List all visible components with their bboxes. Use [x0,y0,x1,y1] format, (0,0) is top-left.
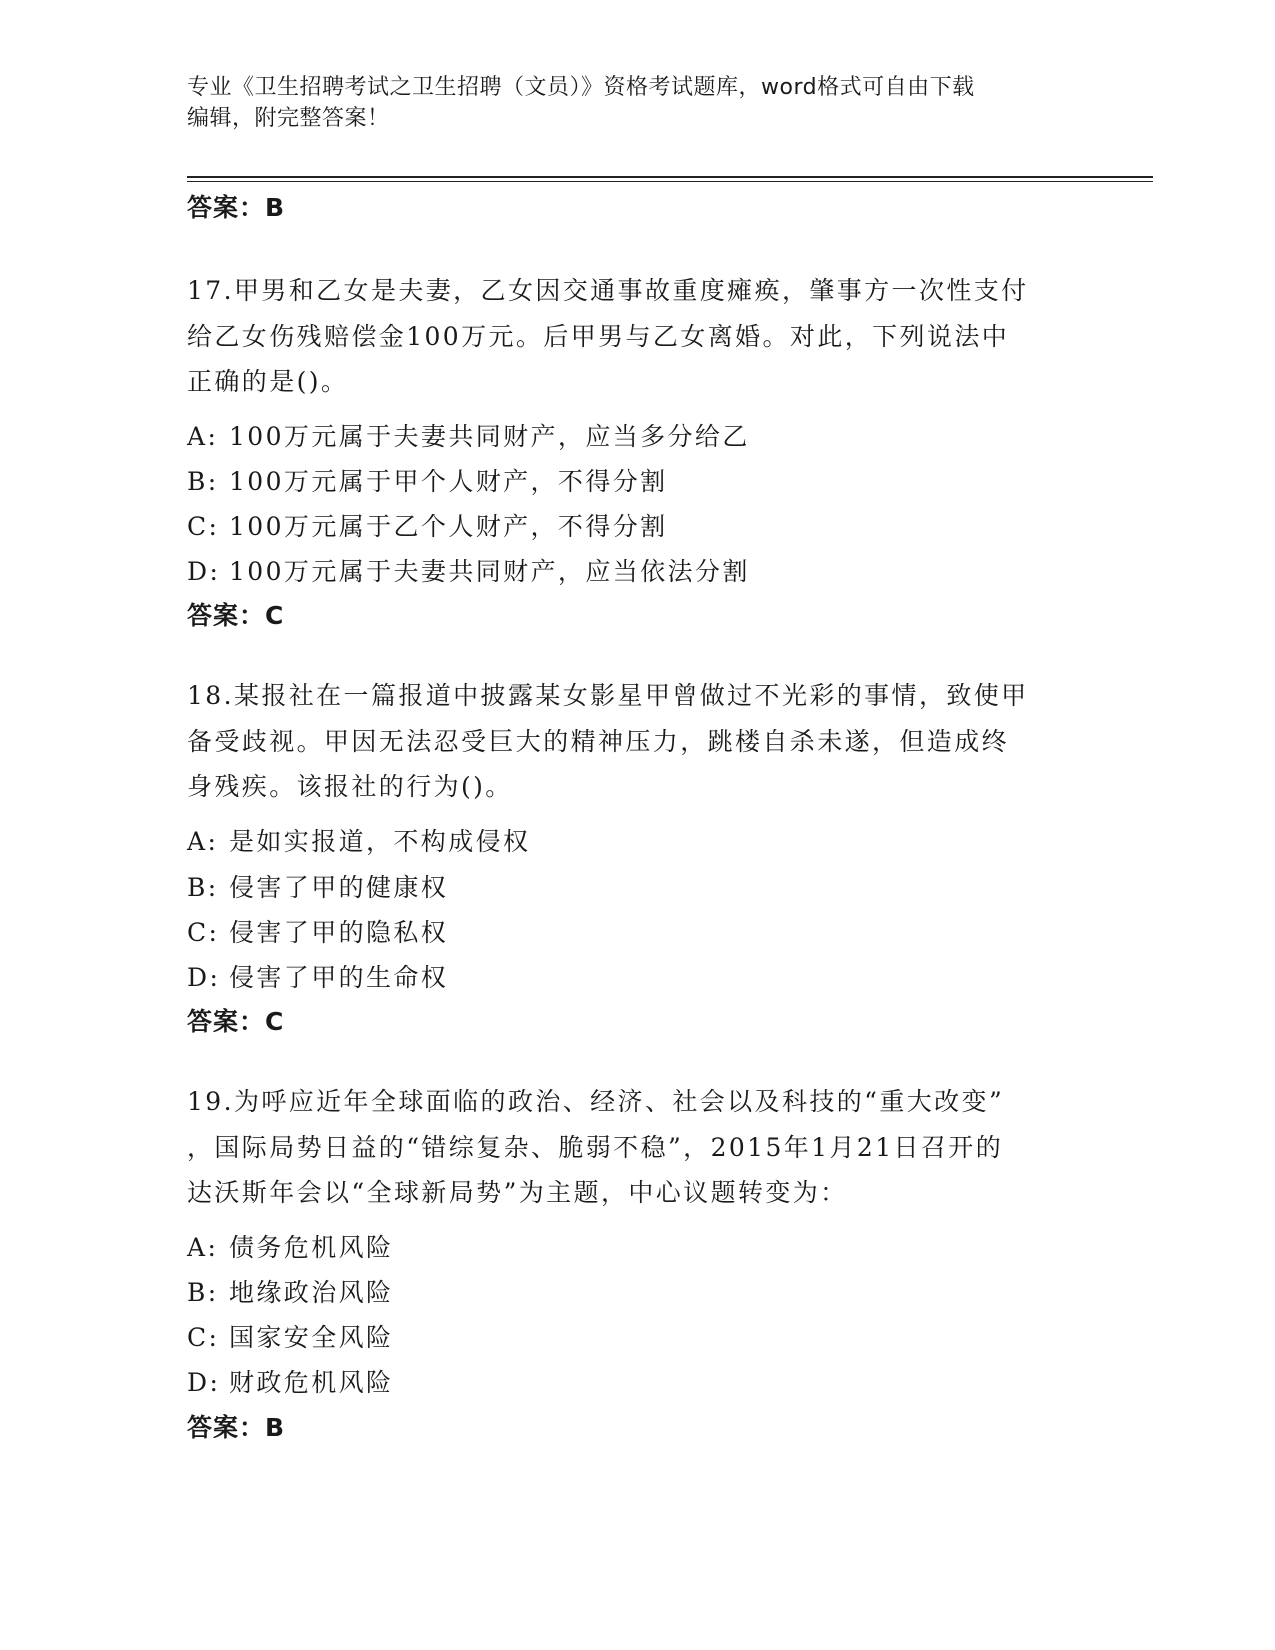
question-19-text [187,1079,1087,1216]
header-rule-thick [187,176,1153,178]
question-17-option-a: A: 100万元属于夫妻共同财产，应当多分给乙 [187,422,750,451]
question-19-line-3: 达沃斯年会以“全球新局势”为主题，中心议题转变为： [187,1178,848,1207]
question-17-line-1: 17.甲男和乙女是夫妻，乙女因交通事故重度瘫痪，肇事方一次性支付 [187,276,1029,305]
question-19-line-2: ，国际局势日益的“错综复杂、脆弱不稳”，2015年1月21日召开的 [187,1132,1004,1162]
question-18-option-c: C: 侵害了甲的隐私权 [187,918,449,947]
question-18-text [187,673,1087,810]
question-19-line-1: 19.为呼应近年全球面临的政治、经济、社会以及科技的“重大改变” [187,1087,1005,1116]
question-18-line-1: 18.某报社在一篇报道中披露某女影星甲曾做过不光彩的事情，致使甲 [187,681,1029,710]
question-18-answer: 答案：C [187,1007,285,1036]
question-18-option-d: D: 侵害了甲的生命权 [187,963,449,992]
question-18-line-3: 身残疾。该报社的行为()。 [187,772,513,801]
question-18-option-a: A: 是如实报道，不构成侵权 [187,827,531,856]
question-19-option-c: C: 国家安全风险 [187,1323,394,1352]
header-line-2: 编辑，附完整答案！ [187,106,390,131]
header-rule-thin [187,181,1153,182]
question-17-text [187,268,1087,405]
header-line-1: 专业《卫生招聘考试之卫生招聘（文员）》资格考试题库，word格式可自由下载 [187,75,975,100]
question-19-option-d: D: 财政危机风险 [187,1368,394,1397]
answer-previous-question: 答案：B [187,193,286,222]
question-19-option-a: A: 债务危机风险 [187,1233,394,1262]
question-17-option-b: B: 100万元属于甲个人财产，不得分割 [187,467,668,496]
question-17-option-d: D: 100万元属于夫妻共同财产，应当依法分割 [187,557,750,586]
question-19-answer: 答案：B [187,1413,286,1442]
document-header [187,72,1087,134]
question-17-line-2: 给乙女伤残赔偿金100万元。后甲男与乙女离婚。对此，下列说法中 [187,321,1010,351]
question-17-line-3: 正确的是()。 [187,367,349,396]
question-18-line-2: 备受歧视。甲因无法忍受巨大的精神压力，跳楼自杀未遂，但造成终 [187,726,1010,756]
question-18-option-b: B: 侵害了甲的健康权 [187,873,449,902]
question-17-option-c: C: 100万元属于乙个人财产，不得分割 [187,512,668,541]
question-19-option-b: B: 地缘政治风险 [187,1278,394,1307]
question-17-answer: 答案：C [187,601,285,630]
